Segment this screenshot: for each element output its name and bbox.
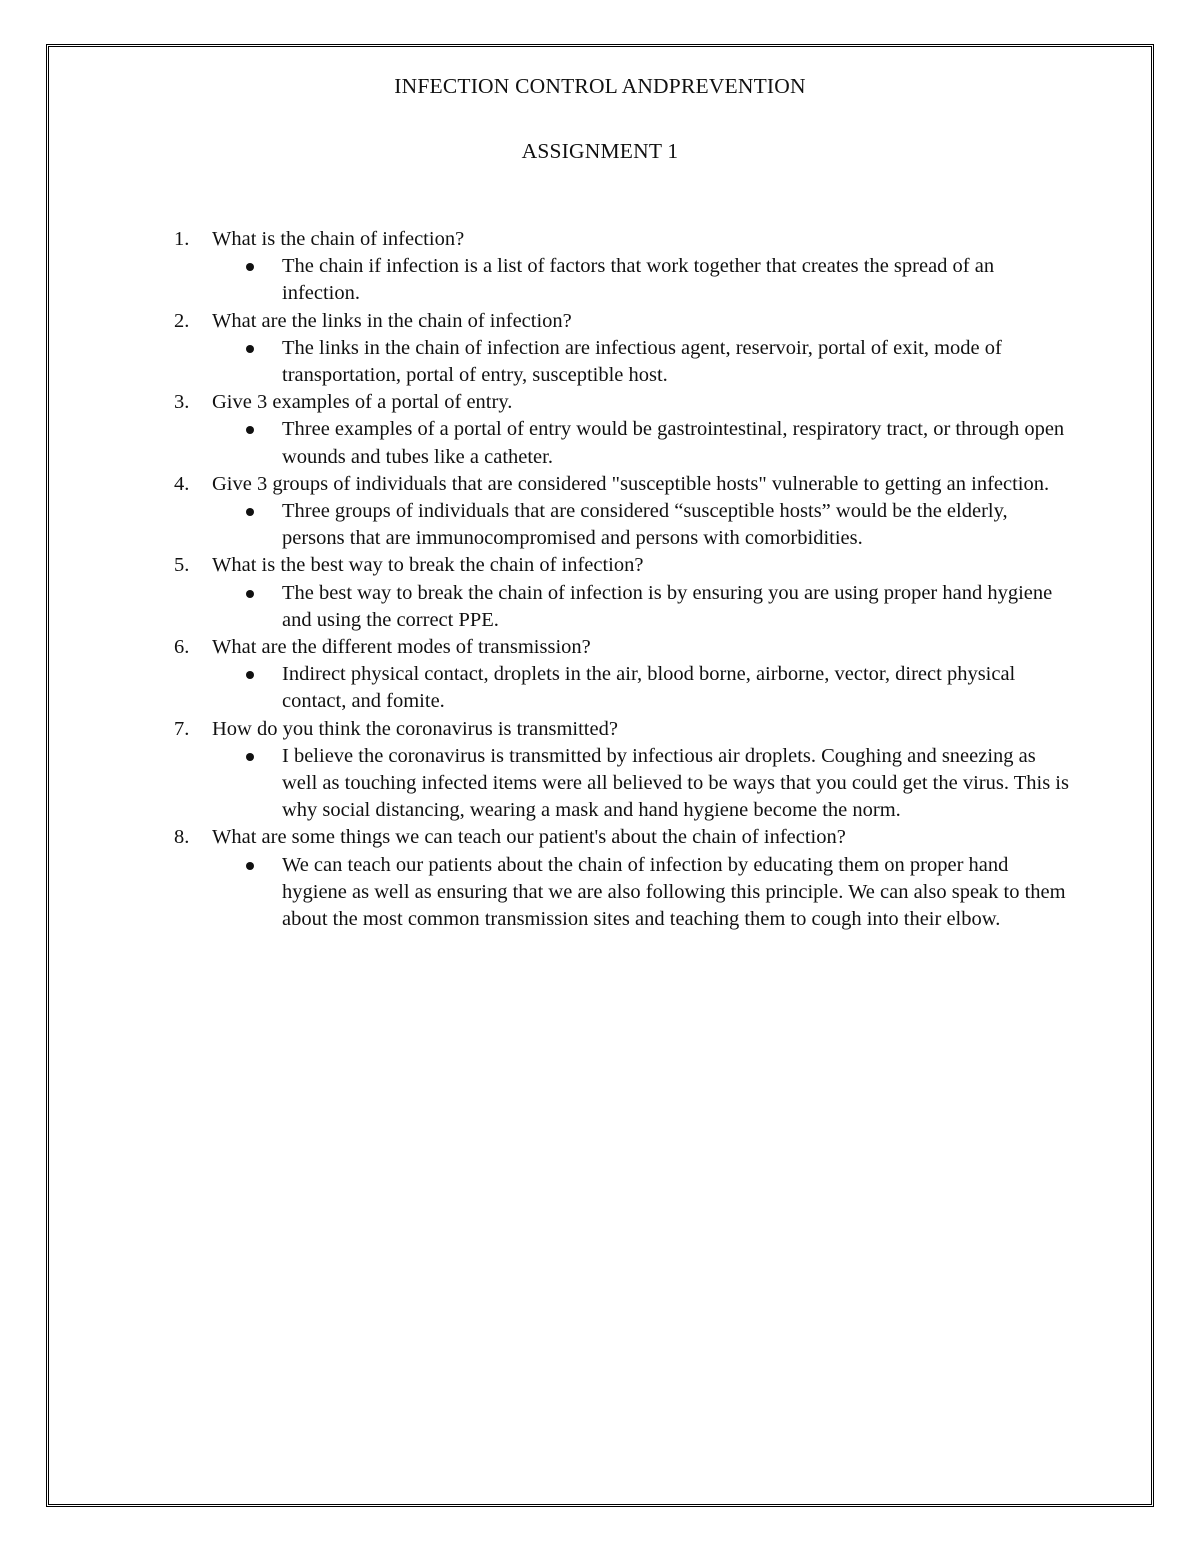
question-item-7: [174, 716, 1074, 825]
bullet-icon: [246, 671, 254, 679]
question-number: 8.: [174, 826, 190, 849]
bullet-icon: [246, 508, 254, 516]
answer-text: The links in the chain of infection are infectious agent, reservoir, portal of exit, mode of transportation, portal of entry, susceptible host.: [282, 336, 1002, 387]
question-text: Give 3 examples of a portal of entry.: [212, 391, 513, 414]
question-number: 7.: [174, 717, 190, 740]
question-item-8: [174, 824, 1074, 933]
question-number: 6.: [174, 636, 190, 659]
question-item-1: [174, 226, 1074, 308]
question-text: What are some things we can teach our patient's about the chain of infection?: [212, 826, 846, 849]
question-text: What are the links in the chain of infection?: [212, 309, 572, 332]
question-text: What is the best way to break the chain of infection?: [212, 554, 644, 577]
bullet-icon: [246, 590, 254, 598]
question-list: [174, 226, 1074, 933]
answer-item: [174, 580, 1074, 634]
answer-item: [174, 852, 1074, 934]
answer-text: The best way to break the chain of infection is by ensuring you are using proper hand hygiene and using the correct PPE.: [282, 581, 1053, 631]
bullet-icon: [246, 753, 254, 761]
question-text: What are the different modes of transmission?: [212, 636, 591, 659]
question-text: Give 3 groups of individuals that are considered "susceptible hosts" vulnerable to getting an infection.: [212, 472, 1050, 495]
answer-item: [174, 416, 1074, 470]
question-number: 2.: [174, 309, 190, 332]
answer-item: [174, 335, 1074, 389]
bullet-icon: [246, 263, 254, 271]
question-item-2: [174, 308, 1074, 390]
bullet-icon: [246, 862, 254, 870]
document-title: INFECTION CONTROL ANDPREVENTION: [394, 74, 806, 98]
question-item-5: [174, 552, 1074, 634]
answer-text: I believe the coronavirus is transmitted by infectious air droplets. Coughing and sneezing as well as touching infected items were all believed to be ways that you could get the virus. This is why social distancing, wearing a mask and hand hygiene become the norm.: [282, 744, 1069, 822]
bullet-icon: [246, 345, 254, 353]
answer-text: Indirect physical contact, droplets in the air, blood borne, airborne, vector, direct physical contact, and fomite.: [282, 663, 1016, 713]
question-item-3: [174, 389, 1074, 471]
answer-text: We can teach our patients about the chain of infection by educating them on proper hand hygiene as well as ensuring that we are also following this principle. We can also speak to them about the most common transmission sites and teaching them to cough into their elbow.: [282, 853, 1066, 931]
answer-item: [174, 498, 1074, 552]
bullet-icon: [246, 426, 254, 434]
question-item-4: [174, 471, 1074, 553]
answer-text: Three examples of a portal of entry would be gastrointestinal, respiratory tract, or through open wounds and tubes like a catheter.: [282, 418, 1065, 468]
question-number: 4.: [174, 472, 190, 495]
answer-text: The chain if infection is a list of factors that work together that creates the spread of an infection.: [282, 255, 995, 305]
question-text: How do you think the coronavirus is transmitted?: [212, 717, 618, 740]
question-number: 5.: [174, 554, 190, 577]
document-subtitle: ASSIGNMENT 1: [521, 139, 679, 163]
answer-item: [174, 253, 1074, 307]
answer-item: [174, 743, 1074, 825]
question-text: What is the chain of infection?: [212, 228, 465, 250]
answer-text: Three groups of individuals that are considered “susceptible hosts” would be the elderly, persons that are immunocompromised and persons with comorbidities.: [282, 500, 1008, 550]
question-number: 1.: [174, 228, 190, 250]
question-number: 3.: [174, 391, 190, 414]
answer-item: [174, 661, 1074, 715]
question-item-6: [174, 634, 1074, 716]
